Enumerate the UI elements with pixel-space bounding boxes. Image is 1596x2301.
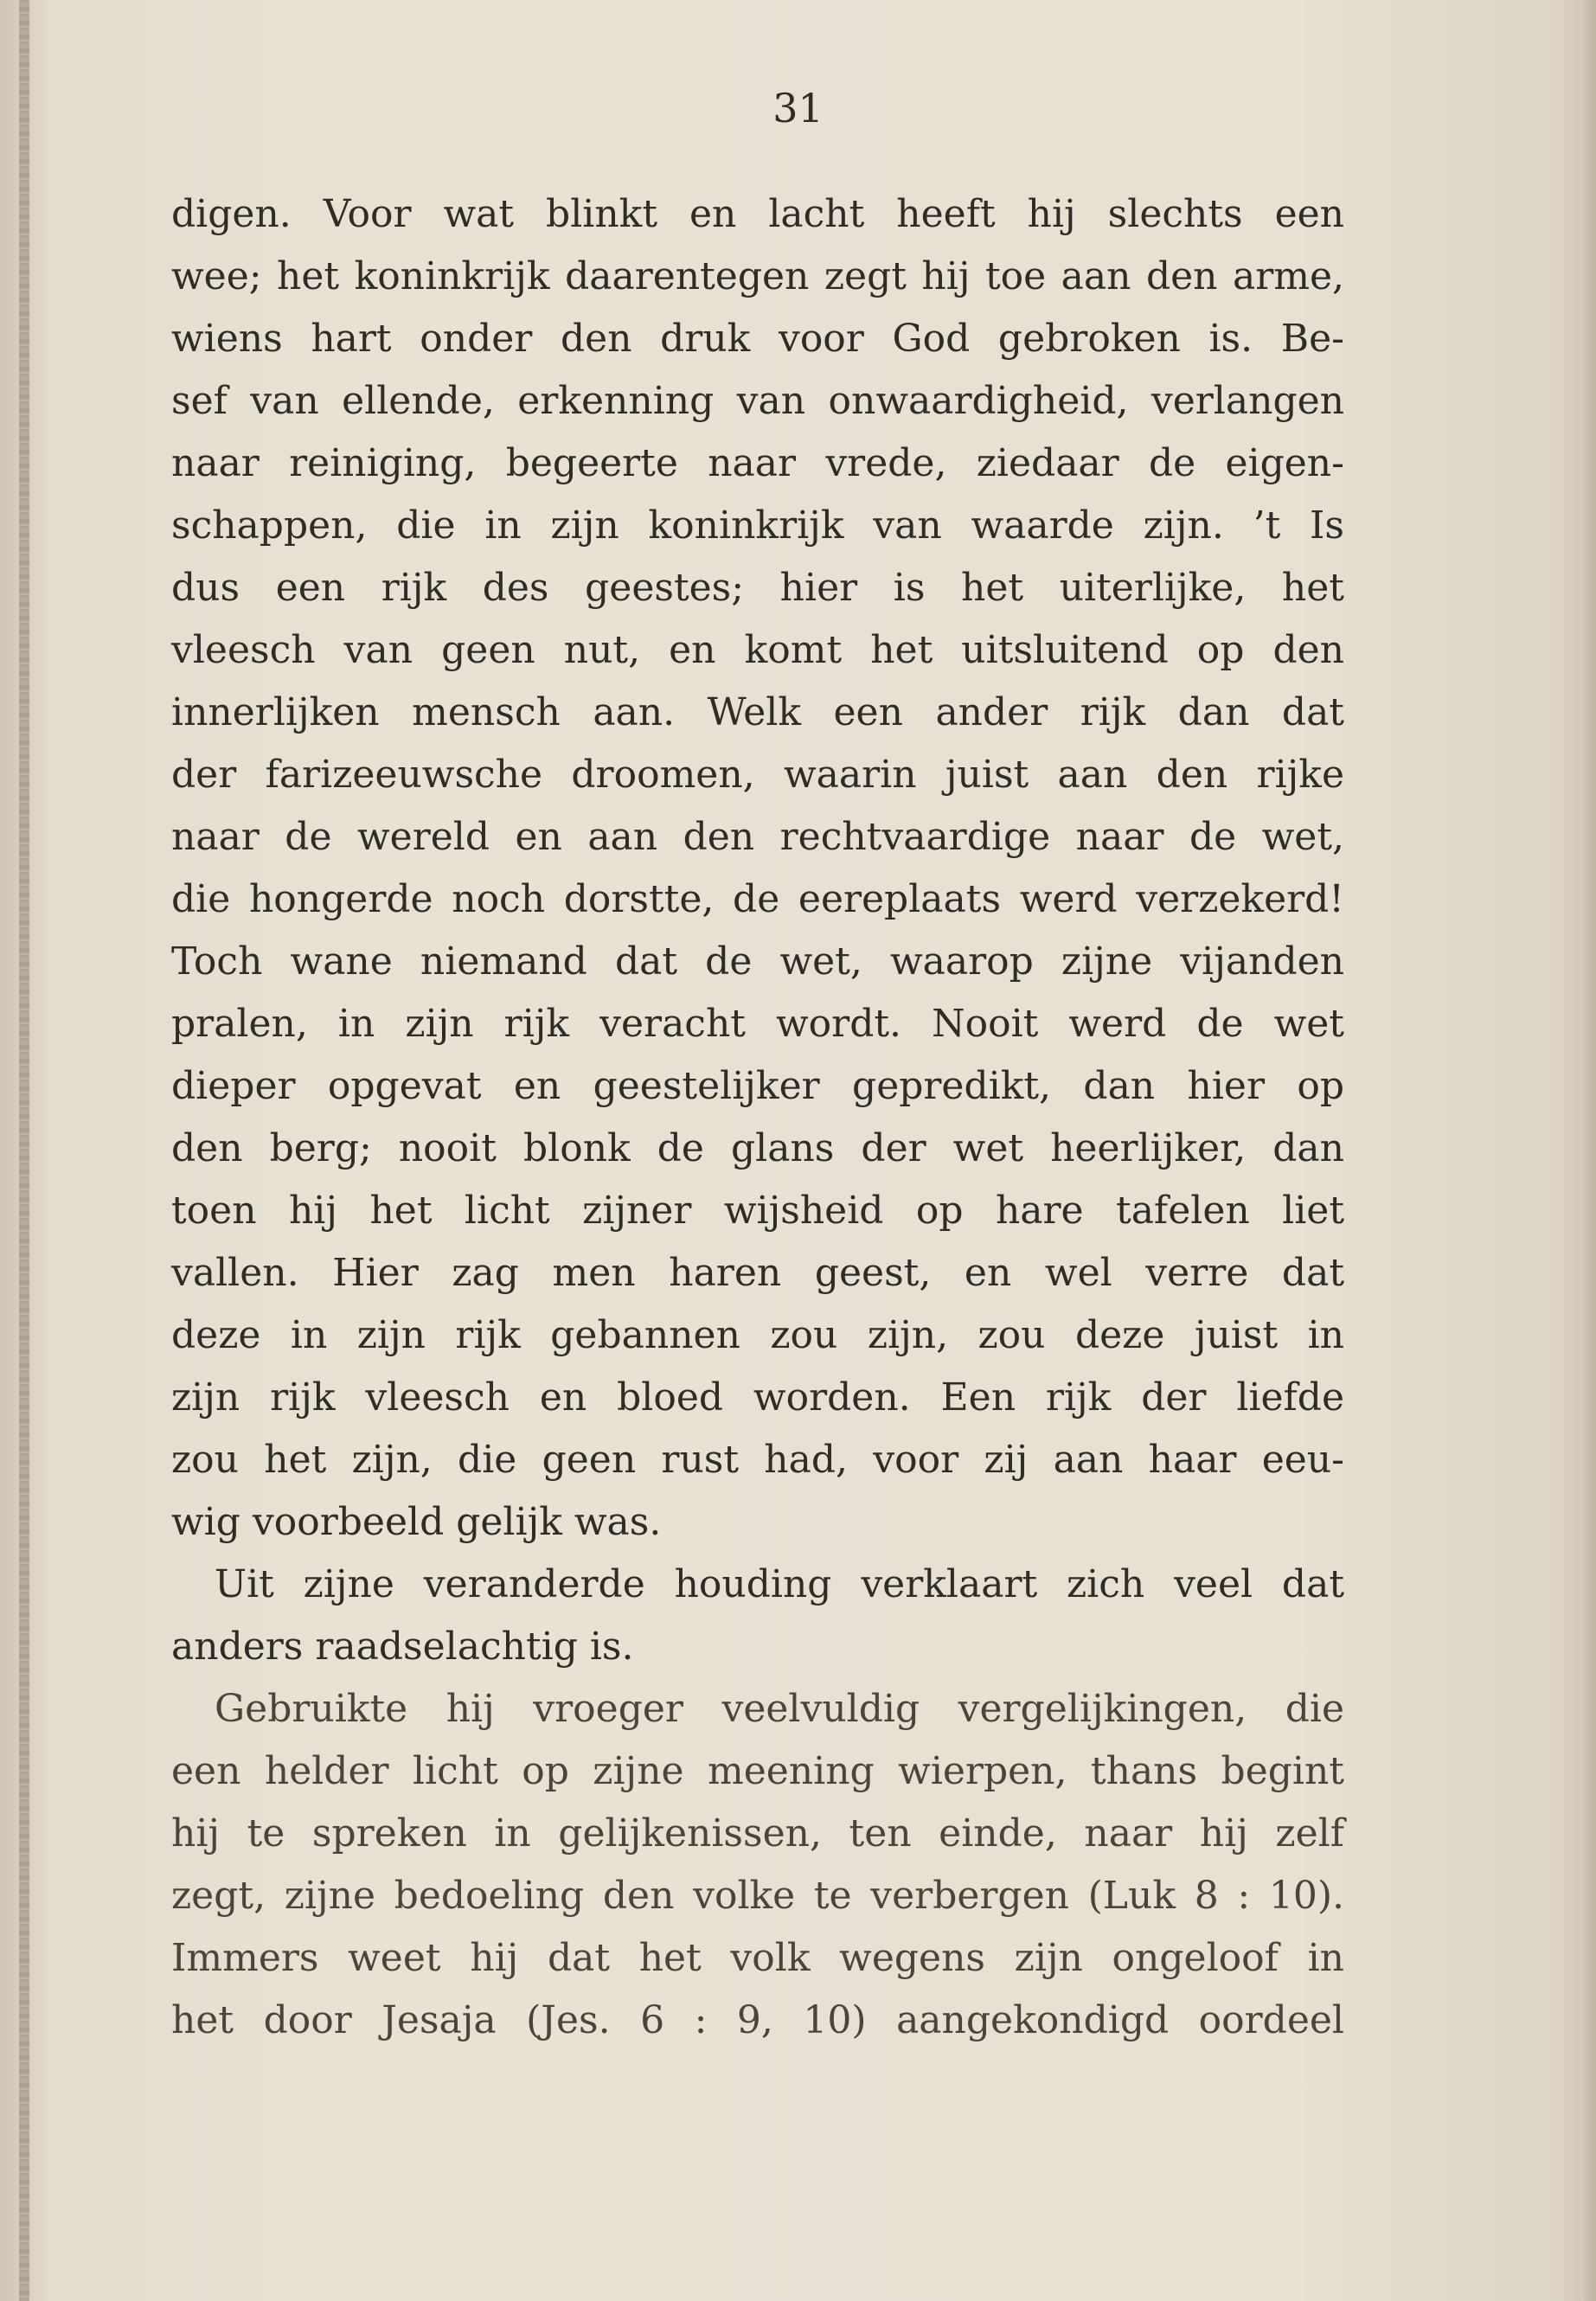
text-line: vleesch van geen nut, en komt het uitsluitend op den [171, 628, 1344, 672]
text-line: der farizeeuwsche droomen, waarin juist aan den rijke [171, 753, 1344, 797]
text-line: deze in zijn rijk gebannen zou zijn, zou deze juist in [171, 1313, 1344, 1357]
text-line: dus een rijk des geestes; hier is het uiterlijke, het [171, 566, 1344, 610]
binding-gutter [19, 0, 29, 2301]
text-line: een helder licht op zijne meening wierpen, thans begint [171, 1749, 1344, 1793]
text-line: den berg; nooit blonk de glans der wet heerlijker, dan [171, 1126, 1344, 1170]
text-line: digen. Voor wat blinkt en lacht heeft hij slechts een [171, 192, 1344, 236]
text-line: hij te spreken in gelijkenissen, ten einde, naar hij zelf [171, 1811, 1344, 1856]
text-line: Immers weet hij dat het volk wegens zijn ongeloof in [171, 1936, 1344, 1980]
text-line: pralen, in zijn rijk veracht wordt. Nooit werd de wet [171, 1002, 1344, 1046]
text-line: wiens hart onder den druk voor God gebroken is. Be- [171, 317, 1344, 361]
text-line: Toch wane niemand dat de wet, waarop zijne vijanden [171, 939, 1344, 984]
text-line: vallen. Hier zag men haren geest, en wel verre dat [171, 1251, 1344, 1295]
text-line: Uit zijne veranderde houding verklaart zich veel dat [215, 1562, 1344, 1606]
text-line: zou het zijn, die geen rust had, voor zij aan haar eeu- [171, 1438, 1344, 1482]
text-line: dieper opgevat en geestelijker gepredikt, dan hier op [171, 1064, 1344, 1108]
text-line: het door Jesaja (Jes. 6 : 9, 10) aangekondigd oordeel [171, 1998, 1344, 2042]
text-line: zegt, zijne bedoeling den volke te verbergen (Luk 8 : 10). [171, 1874, 1344, 1918]
text-line: anders raadselachtig is. [171, 1625, 634, 1669]
text-line: wig voorbeeld gelijk was. [171, 1500, 662, 1544]
page-number: 31 [772, 85, 824, 131]
body-text [171, 183, 1344, 2052]
text-line: naar reiniging, begeerte naar vrede, ziedaar de eigen- [171, 441, 1344, 485]
text-line: sef van ellende, erkenning van onwaardigheid, verlangen [171, 379, 1344, 423]
text-line: toen hij het licht zijner wijsheid op hare tafelen liet [171, 1189, 1344, 1233]
text-line: Gebruikte hij vroeger veelvuldig vergelijkingen, die [215, 1687, 1344, 1731]
text-line: schappen, die in zijn koninkrijk van waarde zijn. ’t Is [171, 503, 1344, 548]
text-line: die hongerde noch dorstte, de eereplaats werd verzekerd! [171, 877, 1344, 921]
page-edge [1580, 0, 1596, 2301]
text-line: zijn rijk vleesch en bloed worden. Een rijk der liefde [171, 1375, 1344, 1420]
text-line: innerlijken mensch aan. Welk een ander rijk dan dat [171, 690, 1344, 734]
text-line: naar de wereld en aan den rechtvaardige naar de wet, [171, 815, 1344, 859]
text-line: wee; het koninkrijk daarentegen zegt hij toe aan den arme, [171, 254, 1344, 298]
